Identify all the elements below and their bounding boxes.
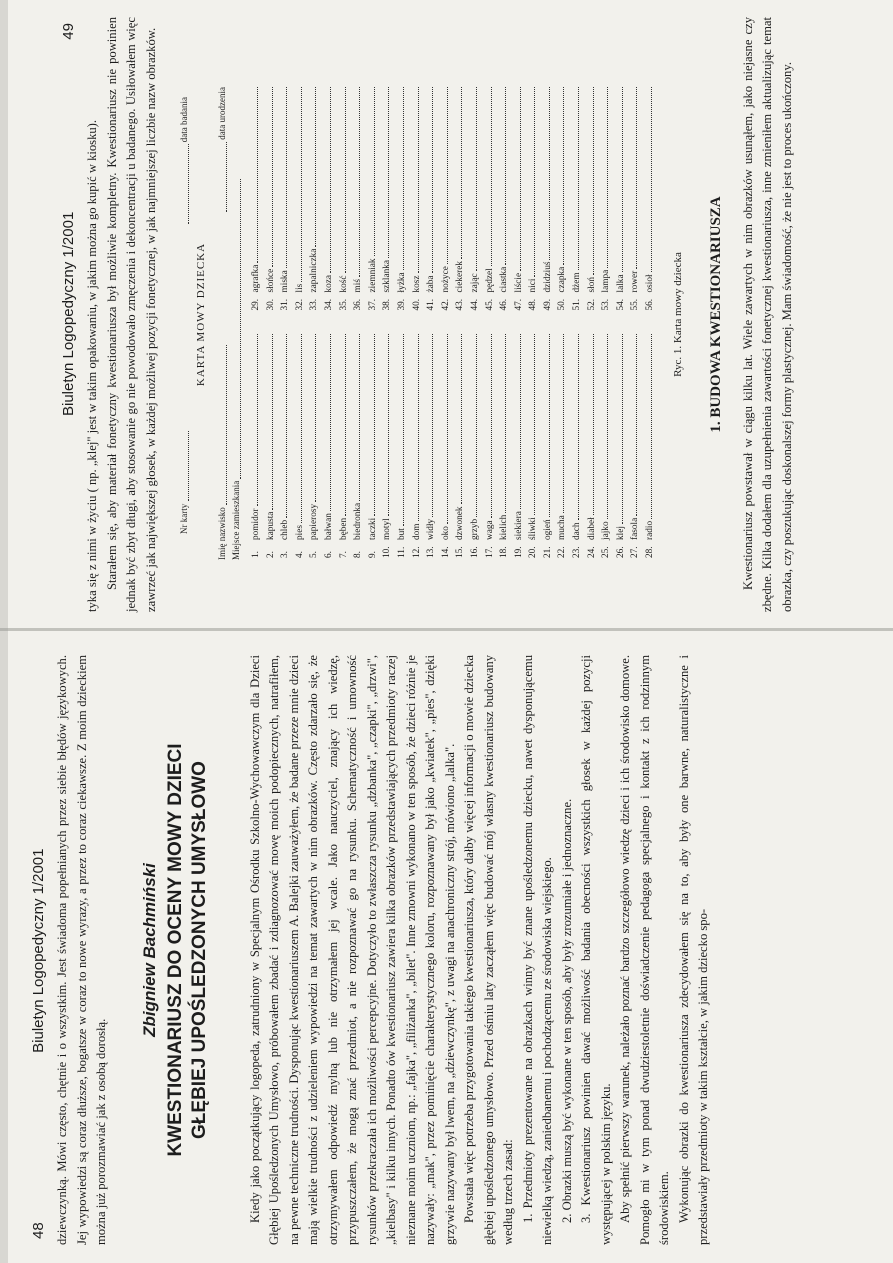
- card-item-dotted-line: [643, 87, 652, 272]
- card-item-number: 33.: [309, 298, 320, 311]
- card-item-word: pomidor: [251, 508, 261, 540]
- card-item-number: 30.: [265, 298, 276, 311]
- page-number: 48: [30, 1222, 47, 1239]
- card-word-item: [468, 335, 483, 559]
- card-item-number: 22.: [557, 546, 568, 558]
- card-item-number: 11.: [396, 546, 407, 558]
- card-item-number: 50.: [557, 298, 568, 311]
- card-name-row: [217, 17, 227, 612]
- card-item-dotted-line: [322, 87, 331, 273]
- birth-date-field: [217, 87, 227, 212]
- page-48: [30, 655, 875, 1245]
- card-item-word: ciekerek: [455, 261, 466, 293]
- card-word-item: [351, 87, 366, 311]
- body-paragraph: Starałem się, aby materiał fonetyczny kwestionariusza był możliwie kompletny. Kwestionariusz nie powinien jednak być zbyt długi, aby stosowanie go nie powodowało zmęczenia i dekoncentracji u badanego. Usiłowałem więc zawrzeć jak największej głosek, w każdej możliwej pozycji fonetycznej, w jak najmniejszej liczbie nazw obrazków.: [104, 17, 158, 612]
- card-item-word: dzidziuś: [542, 261, 553, 293]
- name-label: Imię nazwisko: [217, 507, 227, 560]
- card-item-number: 45.: [484, 298, 495, 311]
- section-heading: 1. BUDOWA KWESTIONARIUSZA: [707, 196, 724, 433]
- card-item-number: 52.: [586, 298, 597, 311]
- card-item-dotted-line: [512, 335, 521, 510]
- card-item-word: kosz: [411, 275, 422, 293]
- card-item-number: 27.: [630, 546, 641, 558]
- card-word-item: [249, 87, 264, 311]
- card-word-item: [264, 87, 279, 311]
- card-item-word: radio: [645, 520, 656, 540]
- card-item-number: 18.: [499, 546, 510, 558]
- card-word-item: [453, 87, 468, 311]
- card-item-number: 55.: [630, 298, 641, 311]
- article-title: [164, 655, 212, 1245]
- card-item-number: 26.: [615, 546, 626, 558]
- card-item-dotted-line: [555, 87, 564, 265]
- card-word-item: [570, 87, 585, 311]
- card-item-word: osioł: [645, 274, 656, 293]
- card-word-item: [599, 87, 614, 311]
- card-item-word: bałwan: [323, 513, 334, 540]
- card-item-word: chleb: [280, 519, 291, 540]
- card-item-number: 38.: [382, 298, 393, 311]
- card-item-word: szklanka: [382, 259, 393, 293]
- card-word-item: [424, 335, 439, 559]
- card-item-dotted-line: [497, 87, 506, 265]
- card-word-item: [555, 335, 570, 559]
- card-item-number: 13.: [426, 546, 437, 558]
- card-item-number: 42.: [440, 298, 451, 311]
- name-field: [217, 345, 227, 560]
- speech-card-figure: [179, 17, 684, 612]
- principle-3: 3. Kwestionariusz powinien dawać możliwość badania obecności wszystkich głosek w każdej pozycji występującej w polskim języku.: [579, 655, 613, 1245]
- card-item-dotted-line: [628, 335, 637, 516]
- card-word-item: [628, 87, 643, 311]
- card-item-word: zapalniczka: [309, 248, 320, 293]
- card-item-dotted-line: [541, 87, 550, 260]
- card-item-number: 3.: [280, 551, 291, 558]
- body-paragraph: Kiedy jako początkujący logopeda, zatrudniony w Specjalnym Ośrodku Szkolno-Wychowawczym dla Dzieci Głębiej Upośledzonych Umysłowo, próbowałem zbadać i zdiagnozować mowę moich podopiecznych, natrafiłem, na pewne techniczne trudności. Dysponując kwestionariuszem A. Balejki zauważyłem, że badane przeze mnie dzieci mają wielkie trudności z udzieleniem wypowiedzi na temat zawartych w nim obrazków. Często zdarzało się, że otrzymywałem odpowiedź mylną lub nie otrzymałem jej wcale. Jako nauczyciel, znający ich wiedzę, przypuszczałem, że mogą znać przedmiot, a nie rozpoznawać go na rysunku. Schematyczność i umowność rysunków przekraczała ich możliwości percepcyjne. Dotyczyło to zwłaszcza rysunku „dzbanka", „czapki", „drzwi", „kielbasy" i kilku innych. Ponadto ów kwestionariusz zawiera kilka obrazków przedstawiających przedmioty raczej nieznane moim uczniom, np.: „fajka", „filiżanka", „bilet". Inne zmowni wykonano w ten sposób, że dzieci różnie je nazywały: „mak", przez pominięcie charakterystycznego koloru, rozpoznawany był jako „kwiatek", „pies", dzięki grzywie nazywany był lwem, na „dziewczynkę", z uwagi na anachroniczny strój, mówiono „lalka".: [247, 655, 457, 1245]
- card-item-word: siekiera: [513, 511, 524, 540]
- card-item-dotted-line: [395, 87, 404, 270]
- card-item-dotted-line: [410, 87, 419, 273]
- principle-1: 1. Przedmioty prezentowane na obrazkach winny być znane upośledzonemu dziecku, nawet dysponującemu niewielką wiedzą, zaniedbanemu i pochodzącemu ze środowiska wiejskiego.: [520, 655, 554, 1245]
- card-item-word: nożyce: [440, 266, 451, 293]
- running-head: [60, 17, 83, 612]
- card-item-word: biedronka: [353, 502, 364, 540]
- card-item-number: 1.: [251, 551, 261, 558]
- card-item-word: nici: [528, 278, 539, 293]
- card-word-item: [439, 87, 454, 311]
- card-word-item: [526, 335, 541, 559]
- page-number: 49: [60, 23, 77, 40]
- card-item-dotted-line: [380, 87, 389, 258]
- card-item-word: słoń: [586, 277, 597, 293]
- card-word-item: [483, 87, 498, 311]
- principle-2: 2. Obrazki muszą być wykonane w ten sposób, aby były zrozumiałe i jednoznaczne.: [559, 798, 574, 1223]
- card-item-word: taczki: [367, 517, 378, 540]
- card-item-dotted-line: [366, 335, 375, 516]
- card-word-item: [570, 335, 585, 559]
- card-item-number: 17.: [484, 546, 495, 558]
- card-item-number: 6.: [323, 551, 334, 558]
- card-item-dotted-line: [483, 87, 492, 266]
- section-paragraph: Kwestionariusz powstawał w ciągu kilku lat. Wiele zawartych w nim obrazków usunąłem, jako niejasne czy zbędne. Kilka dodałem dla uzupełnienia zawartości fonetycznej kwestionariusza, inne zmieniłem aktualizując temat obrazka, czy poszukując doskonalszej formy plastycznej. Mam świadomość, że nie jest to proces ukończony.: [740, 17, 794, 612]
- card-item-dotted-line: [322, 335, 331, 512]
- residence-field: [231, 17, 241, 612]
- card-item-number: 43.: [455, 298, 466, 311]
- card-word-item: [293, 87, 308, 311]
- card-item-dotted-line: [439, 87, 448, 264]
- article-title-line-2: GŁĘBIEJ UPOŚLEDZONYCH UMYSŁOWO: [188, 761, 210, 1139]
- card-item-word: klej: [615, 526, 626, 540]
- card-item-dotted-line: [278, 87, 287, 268]
- card-item-dotted-line: [380, 335, 389, 517]
- article-author: Zbigniew Bachmiński: [139, 863, 159, 1037]
- card-item-word: dzwonek: [455, 506, 466, 540]
- card-item-word: jajko: [601, 521, 612, 540]
- card-item-number: 37.: [367, 298, 378, 311]
- card-item-word: widły: [426, 518, 437, 540]
- card-item-dotted-line: [293, 335, 302, 524]
- card-item-dotted-line: [366, 87, 375, 256]
- card-word-item: [468, 87, 483, 311]
- card-item-word: słońce: [265, 268, 276, 293]
- card-item-word: mucha: [557, 515, 568, 540]
- card-item-number: 36.: [353, 298, 364, 311]
- card-item-dotted-line: [526, 335, 535, 516]
- intro-paragraph: dziewczynką. Mówi często, chętnie i o wszystkim. Jest świadoma popełnianych przez siebie błędów językowych. Jej wypowiedzi są coraz dłuższe, bogatsze w coraz to nowe wyrazy, a przez to coraz ciekawsze. Z moim dzieckiem można już porozmawiać jak z osobą dorosłą.: [55, 655, 108, 1245]
- card-word-item: [585, 335, 600, 559]
- card-word-item: [628, 335, 643, 559]
- card-item-number: 16.: [469, 546, 480, 558]
- card-item-word: ciastka: [499, 266, 510, 293]
- card-item-number: 15.: [455, 546, 466, 558]
- card-word-item: [483, 335, 498, 559]
- card-top-row: [179, 17, 189, 612]
- card-word-item: [410, 335, 425, 559]
- card-item-dotted-line: [512, 87, 521, 271]
- card-item-dotted-line: [264, 87, 273, 267]
- card-item-word: rower: [630, 270, 641, 293]
- exam-date-field: [179, 97, 189, 224]
- card-item-word: lampa: [601, 269, 612, 293]
- card-word-item: [307, 87, 322, 311]
- card-item-number: 53.: [601, 298, 612, 311]
- card-item-dotted-line: [395, 335, 404, 527]
- card-item-word: kapusta: [265, 511, 276, 540]
- page-fold-line: [0, 628, 893, 631]
- card-item-number: 35.: [338, 298, 349, 311]
- card-item-number: 31.: [280, 298, 291, 311]
- card-word-item: [395, 335, 410, 559]
- card-item-word: dżem: [572, 272, 583, 293]
- journal-title: Biuletyn Logopedyczny 1/2001: [60, 211, 77, 417]
- card-item-word: śliwki: [528, 517, 539, 540]
- card-item-number: 34.: [323, 298, 334, 311]
- card-item-dotted-line: [541, 335, 550, 518]
- card-number-field: [179, 432, 189, 535]
- card-item-dotted-line: [337, 335, 346, 516]
- card-item-word: zając: [469, 273, 480, 293]
- card-word-item: [614, 87, 629, 311]
- card-item-word: lalka: [615, 274, 626, 293]
- card-item-dotted-line: [453, 335, 462, 505]
- card-word-item: [599, 335, 614, 559]
- card-item-number: 23.: [572, 546, 583, 558]
- card-item-number: 39.: [396, 298, 407, 311]
- card-item-word: but: [396, 528, 407, 540]
- card-item-dotted-line: [570, 335, 579, 521]
- card-item-word: lis: [294, 283, 305, 293]
- card-item-dotted-line: [249, 335, 258, 507]
- card-word-item: [424, 87, 439, 311]
- body-paragraph: Aby spełnić pierwszy warunek, należało poznać bardzo szczegółowo wiedzę dzieci i ich środowisko domowe. Pomogło mi w tym ponad dwudziestoletnie doświadczenie pedagoga specjalnego i kontakt z ich rodzinnym środowiskiem.: [618, 655, 671, 1245]
- card-word-item: [541, 335, 556, 559]
- card-item-word: dach: [572, 522, 583, 540]
- card-word-item: [512, 335, 527, 559]
- card-item-dotted-line: [278, 335, 287, 518]
- card-item-dotted-line: [468, 87, 477, 271]
- card-item-number: 12.: [411, 546, 422, 558]
- card-word-item: [380, 87, 395, 311]
- card-item-number: 51.: [572, 298, 583, 311]
- card-item-word: grzyb: [469, 518, 480, 540]
- card-item-number: 44.: [469, 298, 480, 311]
- card-word-item: [526, 87, 541, 311]
- card-item-dotted-line: [599, 87, 608, 268]
- card-item-word: miś: [353, 279, 364, 293]
- card-item-dotted-line: [555, 335, 564, 514]
- card-heading: KARTA MOWY DZIECKA: [195, 242, 207, 387]
- scan-edge: [0, 0, 8, 1263]
- card-item-dotted-line: [643, 335, 652, 519]
- card-item-word: papierosy: [309, 503, 320, 540]
- card-word-item: [497, 335, 512, 559]
- birth-date-label: data urodzenia: [217, 87, 227, 140]
- card-item-word: kielich: [499, 514, 510, 540]
- card-item-word: ziemniak: [367, 258, 378, 293]
- card-item-number: 28.: [645, 546, 656, 558]
- card-item-number: 49.: [542, 298, 553, 311]
- card-item-dotted-line: [264, 335, 273, 510]
- card-item-number: 2.: [265, 551, 276, 558]
- card-item-word: motyl: [382, 518, 393, 540]
- card-item-dotted-line: [614, 335, 623, 525]
- card-item-number: 25.: [601, 546, 612, 558]
- card-item-word: fasola: [630, 517, 641, 540]
- card-item-number: 46.: [499, 298, 510, 311]
- card-word-item: [497, 87, 512, 311]
- card-word-item: [410, 87, 425, 311]
- card-word-item: [366, 335, 381, 559]
- card-word-item: [322, 335, 337, 559]
- card-word-item: [585, 87, 600, 311]
- card-item-word: czapka: [557, 266, 568, 293]
- card-word-item: [555, 87, 570, 311]
- card-item-word: żaba: [426, 275, 437, 293]
- card-item-dotted-line: [599, 335, 608, 520]
- body-paragraph: Wykonując obrazki do kwestionariusza zdecydowałem się na to, aby były one barwne, naturalistyczne i przedstawiały przedmioty w takim kształcie, w jakim dziecko spo-: [676, 655, 710, 1245]
- card-item-number: 9.: [367, 551, 378, 558]
- card-item-dotted-line: [307, 335, 316, 502]
- card-word-item: [249, 335, 264, 559]
- article-title-line-1: KWESTIONARIUSZ DO OCENY MOWY DZIECI: [164, 743, 186, 1157]
- card-word-item: [541, 87, 556, 311]
- card-item-word: bęben: [338, 517, 349, 540]
- running-head: [30, 655, 53, 1245]
- card-item-number: 56.: [645, 298, 656, 311]
- card-item-word: łyżka: [396, 272, 407, 293]
- page-49: [60, 17, 875, 612]
- card-word-item: [366, 87, 381, 311]
- card-item-dotted-line: [570, 87, 579, 270]
- card-item-dotted-line: [497, 335, 506, 513]
- card-word-item: [337, 87, 352, 311]
- card-item-dotted-line: [585, 87, 594, 275]
- card-column-right: [249, 87, 658, 311]
- card-item-number: 4.: [294, 551, 305, 558]
- card-item-dotted-line: [526, 87, 535, 277]
- card-word-item: [439, 335, 454, 559]
- card-item-word: oko: [440, 526, 451, 540]
- card-item-word: dom: [411, 523, 422, 540]
- figure-caption: Ryc. 1. Karta mowy dziecka: [671, 252, 684, 377]
- card-item-dotted-line: [424, 335, 433, 517]
- card-item-dotted-line: [439, 335, 448, 525]
- card-item-word: agrafka: [251, 264, 261, 293]
- card-item-dotted-line: [351, 87, 360, 277]
- card-item-number: 41.: [426, 298, 437, 311]
- card-word-item: [351, 335, 366, 559]
- card-item-word: pies: [294, 525, 305, 540]
- card-item-dotted-line: [410, 335, 419, 522]
- card-item-word: pędzel: [484, 268, 495, 293]
- card-item-word: diabeł: [586, 517, 597, 540]
- card-item-dotted-line: [614, 87, 623, 272]
- card-word-item: [337, 335, 352, 559]
- card-item-dotted-line: [453, 87, 462, 259]
- card-item-number: 40.: [411, 298, 422, 311]
- card-word-columns: [249, 17, 658, 612]
- card-item-dotted-line: [585, 335, 594, 516]
- residence-label: Miejsce zamieszkania: [231, 480, 241, 560]
- card-item-dotted-line: [424, 87, 433, 273]
- card-item-number: 10.: [382, 546, 393, 558]
- card-word-item: [395, 87, 410, 311]
- body-paragraph: tyka się z nimi w życiu ( np. „klej" jest w takim opakowaniu, w jakim można go kupić w kiosku).: [85, 120, 99, 612]
- card-word-item: [453, 335, 468, 559]
- card-item-dotted-line: [483, 335, 492, 519]
- card-item-number: 32.: [294, 298, 305, 311]
- card-word-item: [614, 335, 629, 559]
- card-item-number: 19.: [513, 546, 524, 558]
- card-item-number: 20.: [528, 546, 539, 558]
- card-word-item: [322, 87, 337, 311]
- card-word-item: [643, 335, 658, 559]
- body-paragraph: Powstała więc potrzeba przygotowania takiego kwestionariusza, który dałby więcej informacji o mowie dziecka głębiej upośledzonego umysłowo. Przed ośmiu laty zacząłem więc budować mój własny kwestionariusz budowany według trzech zasad:: [462, 655, 515, 1245]
- card-item-word: kość: [338, 275, 349, 293]
- exam-date-label: data badania: [179, 97, 189, 143]
- card-item-number: 8.: [353, 551, 364, 558]
- card-word-item: [512, 87, 527, 311]
- card-item-word: liście: [513, 272, 524, 293]
- card-word-item: [264, 335, 279, 559]
- card-item-word: ogień: [542, 519, 553, 540]
- card-item-number: 21.: [542, 546, 553, 558]
- card-item-word: waga: [484, 520, 495, 540]
- card-item-dotted-line: [337, 87, 346, 273]
- card-item-dotted-line: [468, 335, 477, 517]
- card-item-dotted-line: [351, 335, 360, 501]
- card-item-dotted-line: [249, 87, 258, 263]
- card-number-label: Nr karty: [179, 503, 189, 534]
- journal-title: Biuletyn Logopedyczny 1/2001: [30, 848, 47, 1053]
- card-item-word: miska: [280, 270, 291, 293]
- card-word-item: [307, 335, 322, 559]
- card-item-word: koza: [323, 274, 334, 293]
- card-word-item: [380, 335, 395, 559]
- card-word-item: [278, 87, 293, 311]
- card-item-number: 48.: [528, 298, 539, 311]
- card-item-dotted-line: [293, 87, 302, 282]
- card-item-number: 14.: [440, 546, 451, 558]
- card-word-item: [643, 87, 658, 311]
- card-item-number: 29.: [251, 298, 261, 311]
- card-word-item: [293, 335, 308, 559]
- card-word-item: [278, 335, 293, 559]
- card-item-number: 54.: [615, 298, 626, 311]
- card-item-number: 5.: [309, 551, 320, 558]
- card-column-left: [249, 335, 658, 559]
- card-item-number: 24.: [586, 546, 597, 558]
- card-item-number: 7.: [338, 551, 349, 558]
- card-item-number: 47.: [513, 298, 524, 311]
- card-item-dotted-line: [307, 87, 316, 247]
- card-item-dotted-line: [628, 87, 637, 269]
